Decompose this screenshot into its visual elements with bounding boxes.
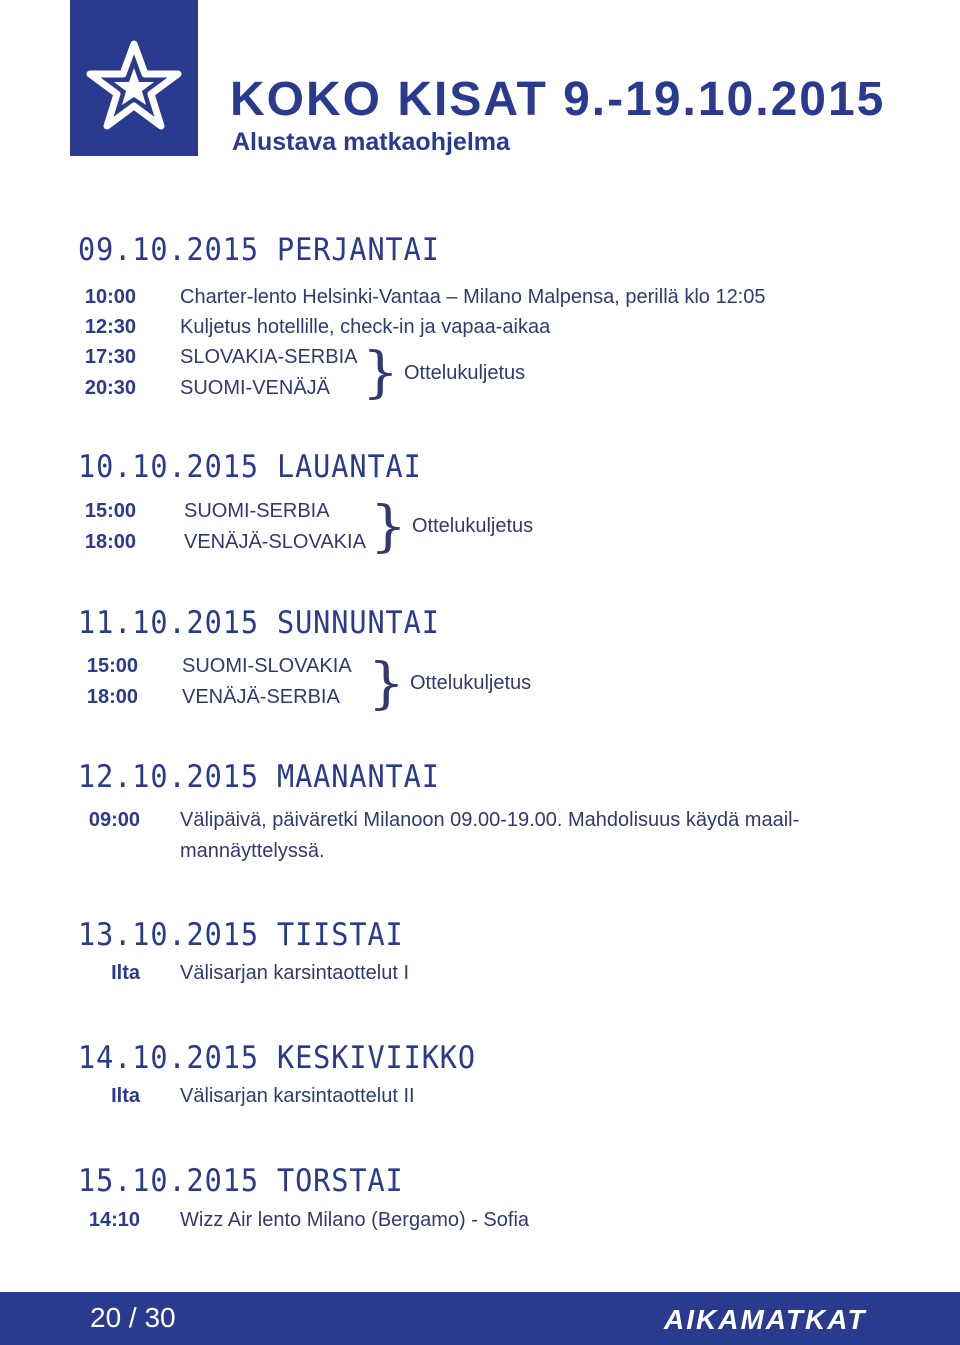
- time: Ilta: [111, 1085, 140, 1107]
- logo-box: [70, 0, 198, 156]
- schedule-text: SLOVAKIA-SERBIA: [180, 346, 358, 368]
- time: 18:00: [84, 531, 136, 553]
- schedule-text: VENÄJÄ-SERBIA: [182, 686, 340, 708]
- schedule-text: Wizz Air lento Milano (Bergamo) - Sofia: [180, 1209, 530, 1231]
- time: Ilta: [111, 962, 140, 984]
- time: 12:30: [84, 316, 136, 338]
- page-number: 20 / 30: [90, 1302, 176, 1333]
- day-heading: 11.10.2015 SUNNUNTAI: [78, 605, 440, 641]
- time: 20:30: [84, 377, 136, 399]
- schedule-text: SUOMI-VENÄJÄ: [180, 377, 331, 399]
- time: 14:10: [88, 1209, 140, 1231]
- schedule-text: Kuljetus hotellille, check-in ja vapaa-aikaa: [180, 316, 551, 338]
- schedule-text: SUOMI-SLOVAKIA: [182, 655, 352, 677]
- day-heading: 14.10.2015 KESKIVIIKKO: [78, 1040, 477, 1076]
- brace-icon: }: [368, 650, 405, 716]
- schedule-text: Charter-lento Helsinki-Vantaa – Milano Malpensa, perillä klo 12:05: [180, 286, 766, 308]
- page-subtitle: Alustava matkaohjelma: [232, 128, 510, 156]
- time: 18:00: [86, 686, 138, 708]
- star-icon: [84, 40, 184, 130]
- day-heading: 09.10.2015 PERJANTAI: [78, 232, 440, 268]
- time: 15:00: [84, 500, 136, 522]
- day-heading: 13.10.2015 TIISTAI: [78, 917, 404, 953]
- day-heading: 10.10.2015 LAUANTAI: [78, 449, 422, 485]
- footer-bar: [0, 1292, 960, 1345]
- schedule-text: VENÄJÄ-SLOVAKIA: [184, 531, 366, 553]
- transport-note: Ottelukuljetus: [412, 515, 534, 537]
- schedule-text: Välisarjan karsintaottelut I: [180, 962, 410, 984]
- brace-icon: }: [370, 493, 407, 559]
- schedule-text: Välipäivä, päiväretki Milanoon 09.00-19.00. Mahdolisuus käydä maail-: [180, 809, 800, 831]
- transport-note: Ottelukuljetus: [410, 672, 532, 694]
- day-heading: 12.10.2015 MAANANTAI: [78, 759, 440, 795]
- brand-logo: AIKAMATKAT: [664, 1304, 867, 1335]
- time: 15:00: [86, 655, 138, 677]
- schedule-text: SUOMI-SERBIA: [184, 500, 330, 522]
- page-title: KOKO KISAT 9.-19.10.2015: [230, 73, 886, 126]
- time: 10:00: [84, 286, 136, 308]
- schedule-text: Välisarjan karsintaottelut II: [180, 1085, 415, 1107]
- schedule-text-continued: mannäyttelyssä.: [180, 840, 325, 862]
- transport-note: Ottelukuljetus: [404, 362, 526, 384]
- day-heading: 15.10.2015 TORSTAI: [78, 1163, 404, 1199]
- time: 17:30: [84, 346, 136, 368]
- brace-icon: }: [362, 339, 399, 405]
- time: 09:00: [88, 809, 140, 831]
